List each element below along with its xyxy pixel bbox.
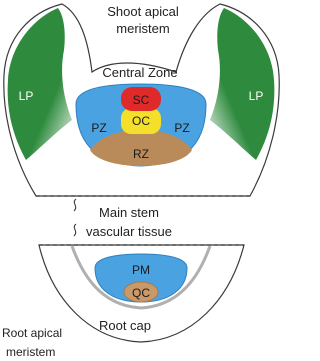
pz-left-label: PZ	[91, 121, 107, 135]
pm-label: PM	[132, 263, 150, 277]
rz-label: RZ	[133, 147, 149, 161]
pz-right-label: PZ	[174, 121, 190, 135]
central-zone-label: Central Zone	[102, 65, 178, 80]
main-stem-label-line2: vascular tissue	[86, 224, 172, 239]
shoot-apical-meristem-label-line1: Shoot apical	[107, 4, 179, 19]
lp-left-label: LP	[18, 89, 34, 103]
shoot-apical-meristem-label-line2: meristem	[116, 21, 170, 36]
oc-label: OC	[132, 114, 150, 128]
sc-label: SC	[132, 93, 150, 107]
brace-mark-lower	[74, 224, 76, 236]
brace-mark-upper	[74, 199, 76, 211]
main-stem-label-line1: Main stem	[99, 205, 159, 220]
qc-label: QC	[132, 286, 150, 300]
root-apical-meristem-label-line1: Root apical	[2, 326, 63, 340]
root-apical-meristem-label-line2: meristem	[6, 345, 56, 359]
root-cap-label: Root cap	[98, 318, 152, 333]
lp-right-label: LP	[248, 89, 264, 103]
